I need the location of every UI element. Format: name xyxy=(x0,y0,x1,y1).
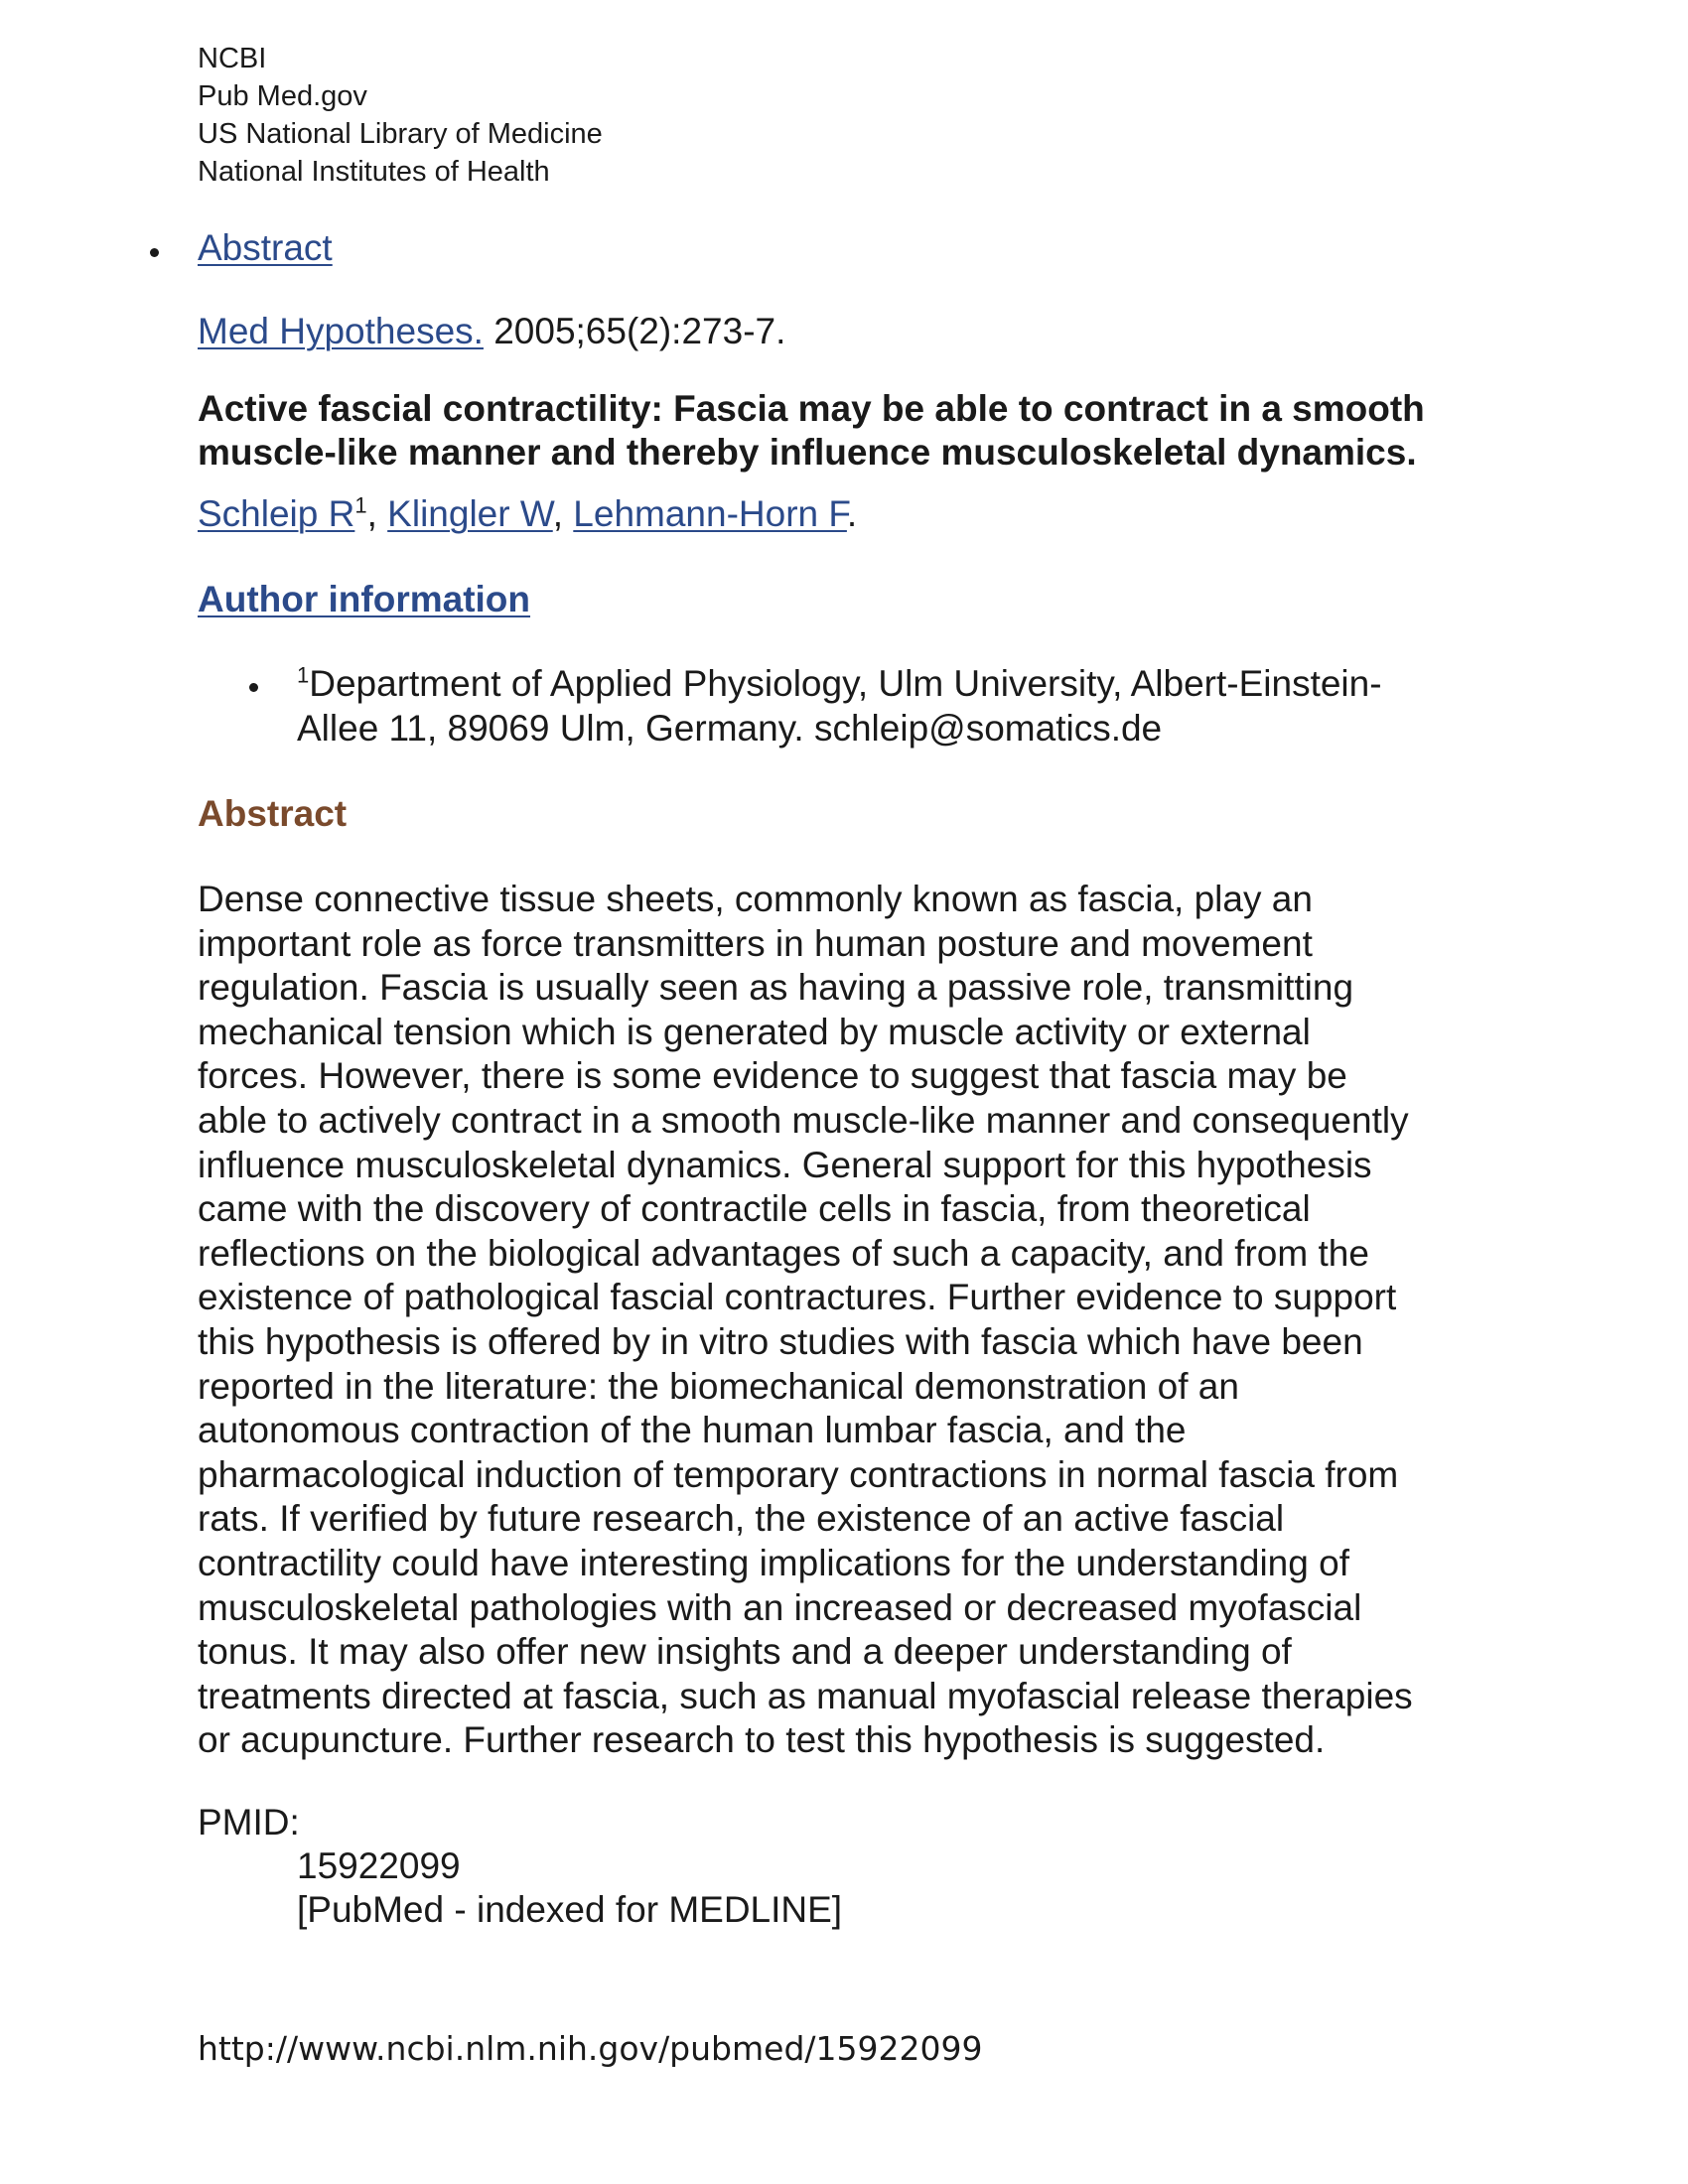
article-title-line: muscle-like manner and thereby influence musculoskeletal dynamics. xyxy=(198,432,1417,473)
affiliation-marker: 1 xyxy=(297,662,310,688)
pmid-value: 15922099 xyxy=(297,1845,461,1886)
abstract-line: pharmacological induction of temporary contractions in normal fascia from xyxy=(198,1453,1399,1495)
abstract-line: musculoskeletal pathologies with an increased or decreased myofascial xyxy=(198,1586,1362,1628)
author-link-schleip[interactable]: Schleip R xyxy=(198,493,355,534)
header-line-nih: National Institutes of Health xyxy=(198,156,550,188)
pmid-status: [PubMed - indexed for MEDLINE] xyxy=(297,1889,843,1930)
author-link-klingler[interactable]: Klingler W xyxy=(387,493,553,534)
article-title xyxy=(198,387,1528,475)
journal-link[interactable]: Med Hypotheses. xyxy=(198,311,484,351)
affiliation-line: Allee 11, 89069 Ulm, Germany. schleip@somatics.de xyxy=(297,708,1163,749)
header-line-pubmed: Pub Med.gov xyxy=(198,80,367,112)
abstract-line: autonomous contraction of the human lumbar fascia, and the xyxy=(198,1410,1187,1451)
abstract-line: important role as force transmitters in human posture and movement xyxy=(198,922,1313,964)
abstract-nav-link[interactable]: Abstract xyxy=(198,227,333,268)
citation-details: 2005;65(2):273-7. xyxy=(483,311,786,351)
citation xyxy=(198,310,785,353)
header-line-ncbi: NCBI xyxy=(198,43,267,74)
bullet-icon xyxy=(249,683,258,692)
abstract-line: contractility could have interesting implications for the understanding of xyxy=(198,1542,1349,1583)
abstract-line: reported in the literature: the biomechanical demonstration of an xyxy=(198,1365,1239,1407)
author-affiliation-marker: 1 xyxy=(354,492,367,518)
abstract-line: Dense connective tissue sheets, commonly known as fascia, play an xyxy=(198,879,1313,919)
abstract-line: mechanical tension which is generated by muscle activity or external xyxy=(198,1011,1311,1052)
affiliation-line xyxy=(297,661,1488,706)
affiliation-text: Department of Applied Physiology, Ulm University, Albert-Einstein- xyxy=(309,663,1382,704)
abstract-line: regulation. Fascia is usually seen as having a passive role, transmitting xyxy=(198,967,1354,1009)
pmid-label: PMID: xyxy=(198,1802,300,1843)
abstract-line: came with the discovery of contractile cells in fascia, from theoretical xyxy=(198,1188,1311,1230)
abstract-text xyxy=(198,878,1488,1763)
source-header xyxy=(198,40,603,191)
footer-url: http://www.ncbi.nlm.nih.gov/pubmed/15922099 xyxy=(198,2029,983,2068)
article-title-line: Active fascial contractility: Fascia may be able to contract in a smooth xyxy=(198,388,1425,429)
author-separator: , xyxy=(366,493,388,534)
author-separator: , xyxy=(552,493,574,534)
author-link-lehmann-horn[interactable]: Lehmann-Horn F xyxy=(573,493,847,534)
author-affiliation xyxy=(297,661,1488,751)
abstract-line: forces. However, there is some evidence to suggest that fascia may be xyxy=(198,1055,1347,1097)
author-list xyxy=(198,492,857,536)
abstract-line: reflections on the biological advantages of such a capacity, and from the xyxy=(198,1232,1369,1274)
author-separator: . xyxy=(846,493,858,534)
abstract-line: this hypothesis is offered by in vitro studies with fascia which have been xyxy=(198,1320,1363,1362)
author-information-toggle[interactable] xyxy=(198,578,530,621)
abstract-line: treatments directed at fascia, such as manual myofascial release therapies xyxy=(198,1675,1413,1716)
abstract-line: able to actively contract in a smooth muscle-like manner and consequently xyxy=(198,1099,1409,1141)
abstract-line: or acupuncture. Further research to test this hypothesis is suggested. xyxy=(198,1719,1326,1761)
abstract-line: influence musculoskeletal dynamics. General support for this hypothesis xyxy=(198,1144,1372,1185)
bullet-icon xyxy=(150,248,159,257)
abstract-heading: Abstract xyxy=(198,793,348,834)
header-line-nlm: US National Library of Medicine xyxy=(198,118,603,150)
abstract-line: tonus. It may also offer new insights and a deeper understanding of xyxy=(198,1631,1292,1673)
abstract-nav-item xyxy=(198,226,333,270)
abstract-line: rats. If verified by future research, the existence of an active fascial xyxy=(198,1498,1285,1540)
author-information-link[interactable]: Author information xyxy=(198,579,531,619)
abstract-line: existence of pathological fascial contractures. Further evidence to support xyxy=(198,1277,1397,1318)
